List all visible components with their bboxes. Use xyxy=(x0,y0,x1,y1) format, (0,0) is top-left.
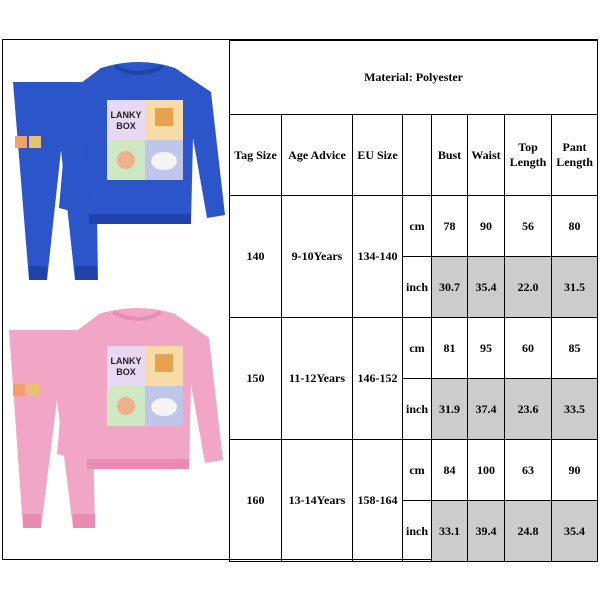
table-row xyxy=(230,196,598,257)
pink-pants-cuff-left xyxy=(23,514,41,528)
unit-cm-cell: cm xyxy=(403,440,432,501)
waist-cm-cell: 90 xyxy=(468,196,505,257)
top-length-inch-cell: 23.6 xyxy=(505,379,552,440)
header-waist: Waist xyxy=(468,115,505,196)
eu-size-cell: 158-164 xyxy=(353,440,403,562)
pink-print xyxy=(107,346,183,426)
waist-inch-cell: 35.4 xyxy=(468,257,505,318)
bust-cm-cell: 84 xyxy=(432,440,468,501)
blue-print-text-line2: BOX xyxy=(116,121,136,131)
header-pant-length: Pant Length xyxy=(552,115,598,196)
waist-inch-cell: 37.4 xyxy=(468,379,505,440)
pant-length-cm-cell: 90 xyxy=(552,440,598,501)
tag-size-cell: 160 xyxy=(230,440,282,562)
top-length-inch-cell: 22.0 xyxy=(505,257,552,318)
top-length-cm-cell: 63 xyxy=(505,440,552,501)
blue-pajama-set xyxy=(13,62,225,280)
age-advice-cell: 9-10Years xyxy=(282,196,353,318)
blue-hem xyxy=(89,214,191,224)
bust-inch-cell: 33.1 xyxy=(432,501,468,562)
pink-print-text-line1: LANKY xyxy=(110,356,142,366)
top-length-cm-cell: 60 xyxy=(505,318,552,379)
blue-print-text-line1: LANKY xyxy=(110,110,142,120)
eu-size-cell: 134-140 xyxy=(353,196,403,318)
blue-pants-cuff-right xyxy=(75,266,97,280)
tag-size-cell: 150 xyxy=(230,318,282,440)
header-age-advice: Age Advice xyxy=(282,115,353,196)
pink-hem xyxy=(87,459,189,469)
pant-length-cm-cell: 85 xyxy=(552,318,598,379)
blue-pants-cuff-left xyxy=(29,266,47,280)
bust-inch-cell: 31.9 xyxy=(432,379,468,440)
blue-print xyxy=(107,100,183,180)
tag-size-cell: 140 xyxy=(230,196,282,318)
header-top-length: Top Length xyxy=(505,115,552,196)
header-eu-size: EU Size xyxy=(353,115,403,196)
waist-inch-cell: 39.4 xyxy=(468,501,505,562)
pink-pajama-set xyxy=(9,308,223,528)
unit-inch-cell: inch xyxy=(403,379,432,440)
unit-cm-cell: cm xyxy=(403,318,432,379)
material-title: Material: Polyester xyxy=(230,41,598,115)
age-advice-cell: 13-14Years xyxy=(282,440,353,562)
age-advice-cell: 11-12Years xyxy=(282,318,353,440)
waist-cm-cell: 100 xyxy=(468,440,505,501)
pant-length-inch-cell: 35.4 xyxy=(552,501,598,562)
unit-inch-cell: inch xyxy=(403,257,432,318)
unit-inch-cell: inch xyxy=(403,501,432,562)
top-length-cm-cell: 56 xyxy=(505,196,552,257)
bust-inch-cell: 30.7 xyxy=(432,257,468,318)
product-photo xyxy=(3,40,229,558)
header-tag-size: Tag Size xyxy=(230,115,282,196)
size-chart-frame xyxy=(2,39,598,560)
table-row xyxy=(230,318,598,379)
table-row xyxy=(230,440,598,501)
header-unit xyxy=(403,115,432,196)
pink-print-text-line2: BOX xyxy=(116,367,136,377)
header-bust: Bust xyxy=(432,115,468,196)
waist-cm-cell: 95 xyxy=(468,318,505,379)
pink-pants-cuff-right xyxy=(73,514,95,528)
eu-size-cell: 146-152 xyxy=(353,318,403,440)
unit-cm-cell: cm xyxy=(403,196,432,257)
bust-cm-cell: 78 xyxy=(432,196,468,257)
bust-cm-cell: 81 xyxy=(432,318,468,379)
top-length-inch-cell: 24.8 xyxy=(505,501,552,562)
pant-length-cm-cell: 80 xyxy=(552,196,598,257)
size-table xyxy=(229,40,598,562)
pant-length-inch-cell: 31.5 xyxy=(552,257,598,318)
pant-length-inch-cell: 33.5 xyxy=(552,379,598,440)
